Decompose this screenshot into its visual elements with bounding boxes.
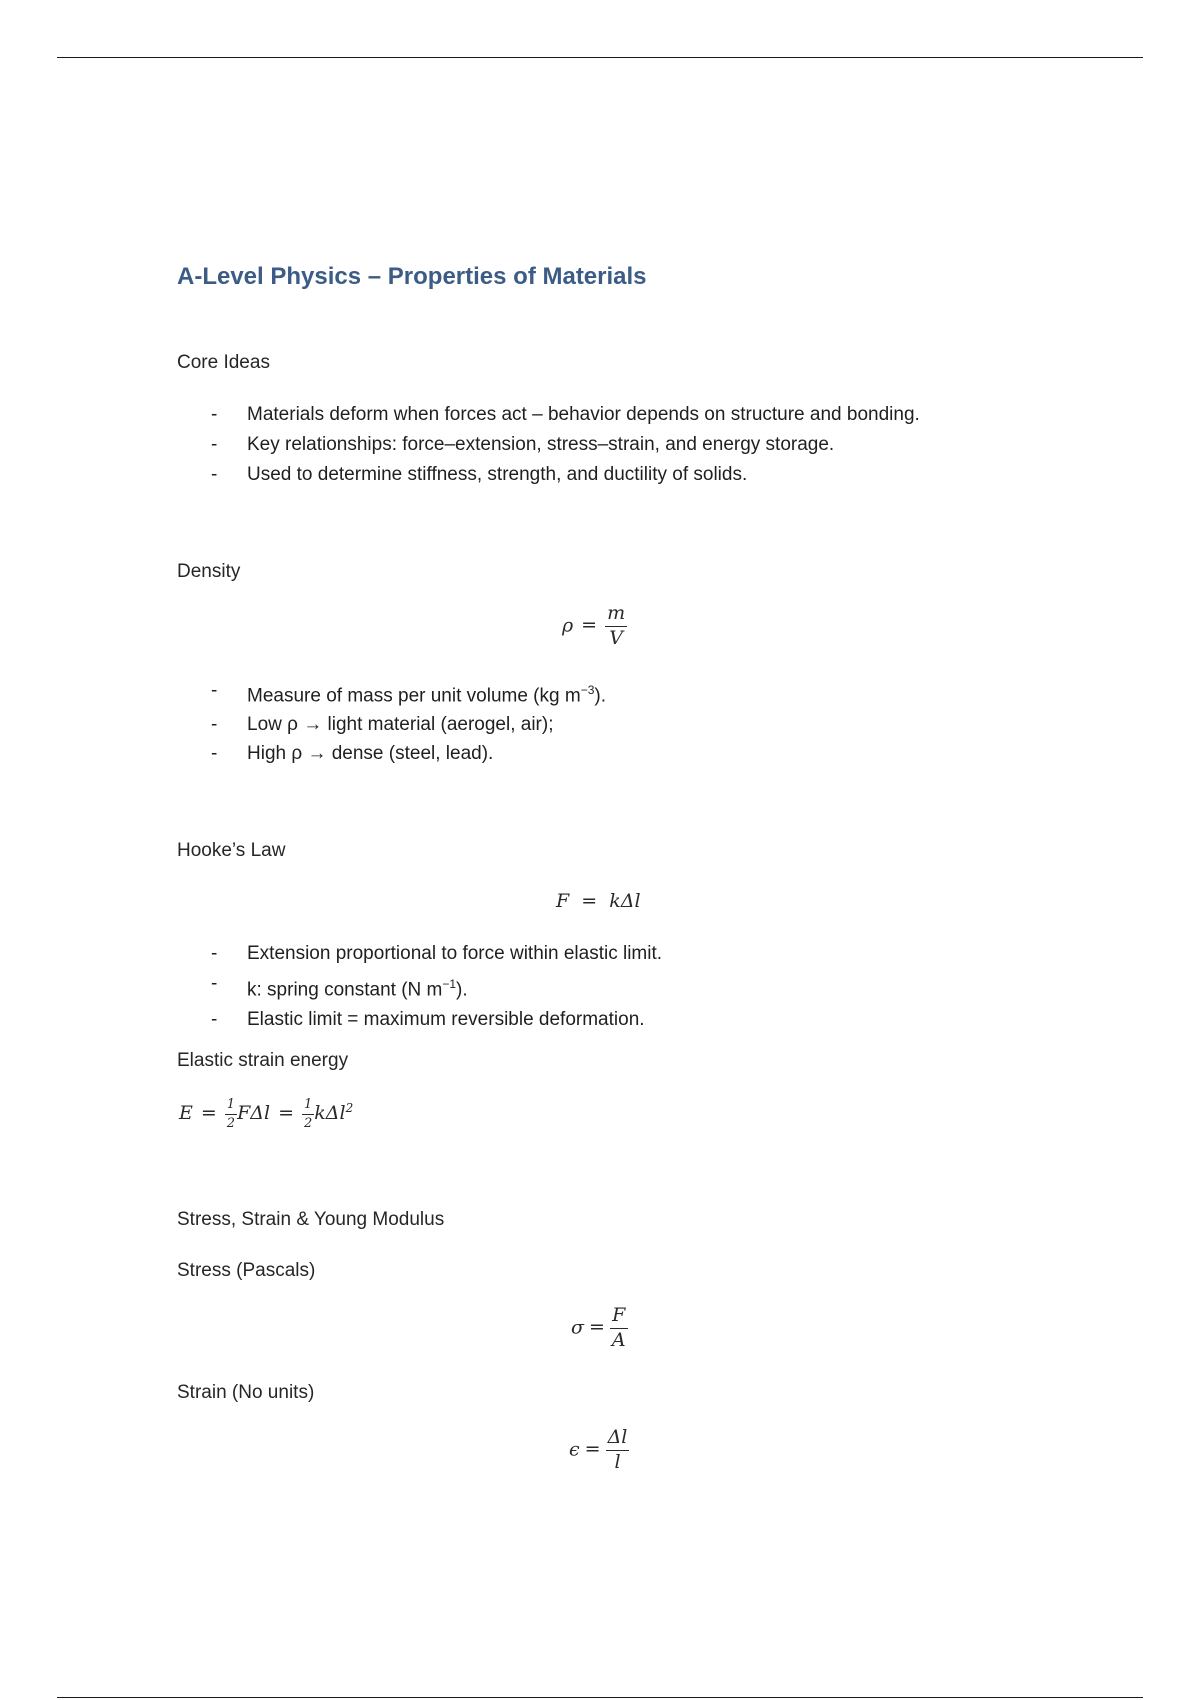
strain-fraction: $\frac{\Delta l}{l}$ [607,1426,628,1473]
list-item: - Key relationships: force–extension, stress–strain, and energy storage. [211,434,835,455]
elastic-energy-formula: E = $\frac{1}{2}$ FΔl = $\frac{1}{2}$ kΔl$^2$ [179,1097,354,1131]
hookes-law-list [211,939,662,1035]
list-item: - Low ρ → light material (aerogel, air); [211,714,554,736]
list-item: - High ρ → dense (steel, lead). [211,743,494,765]
heading-hookes-law: Hooke’s Law [177,840,286,861]
heading-strain: Strain (No units) [177,1382,315,1403]
strain-formula: ϵ = $\frac{\Delta l}{l}$ [569,1426,628,1473]
list-item: - Extension proportional to force within elastic limit. [211,943,663,964]
list-item: - Materials deform when forces act – behavior depends on structure and bonding. [211,404,920,425]
heading-core-ideas: Core Ideas [177,352,270,373]
list-item: - k: spring constant (N $m^{-1}$). [211,973,468,1001]
heading-density: Density [177,561,241,582]
heading-stress: Stress (Pascals) [177,1260,316,1281]
hookes-law-formula: F = kΔl [556,890,641,912]
core-ideas-list [211,400,920,490]
header-rule [57,57,1143,58]
density-formula: ρ = $\frac{m}{V}$ [562,602,626,649]
stress-fraction: $\frac{F}{A}$ [611,1304,626,1351]
list-item: - Measure of mass per unit volume (kg $m^{-3}$). [211,680,606,707]
footer-rule [57,1697,1143,1698]
list-item: - Elastic limit = maximum reversible deformation. [211,1009,645,1031]
density-fraction: $\frac{m}{V}$ [607,602,626,649]
heading-stress-strain: Stress, Strain & Young Modulus [177,1209,445,1230]
list-item: - Used to determine stiffness, strength, and ductility of solids. [211,464,748,485]
heading-elastic-strain-energy: Elastic strain energy [177,1050,349,1071]
half-fraction: $\frac{1}{2}$ [226,1097,236,1131]
stress-formula: σ = $\frac{F}{A}$ [571,1304,626,1351]
half-fraction: $\frac{1}{2}$ [303,1097,313,1131]
page-title: A-Level Physics – Properties of Materials [177,263,647,290]
density-list [211,676,606,768]
